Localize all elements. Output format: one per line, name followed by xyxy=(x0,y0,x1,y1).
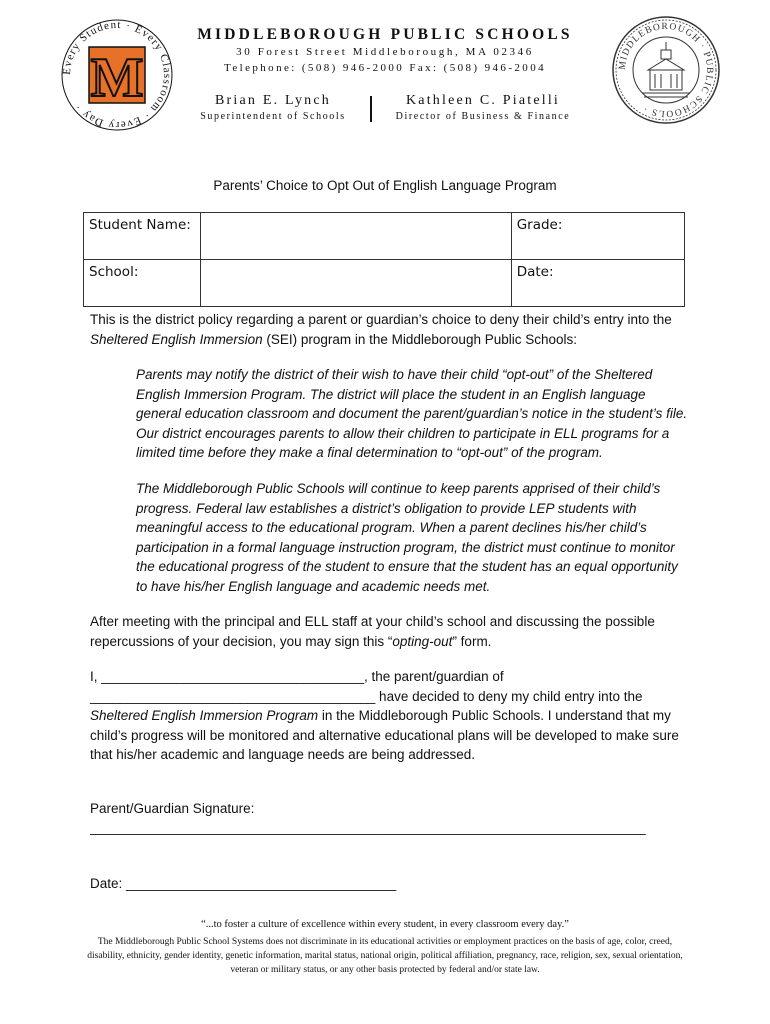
superintendent-name: Brian E. Lynch xyxy=(215,93,331,108)
table-row xyxy=(84,260,685,307)
district-address: 30 Forest Street Middleborough, MA 02346 xyxy=(236,46,534,58)
signature-date-line[interactable]: Date: ____________________________________ xyxy=(90,876,397,891)
intro-sei-term: Sheltered English Immersion xyxy=(90,331,263,347)
footer-motto: “...to foster a culture of excellence within every student, in every classroom every day.” xyxy=(201,919,569,930)
school-label: School: xyxy=(84,260,201,307)
student-name-field[interactable] xyxy=(200,213,511,260)
statement-line-1[interactable]: I, ___________________________________, the parent/guardian of xyxy=(90,669,504,684)
policy-quote-2: The Middleborough Public Schools will continue to keep parents apprised of their child’s progress. Federal law establishes a district’s obligation to provide LEP students with meaningful access to the educational program. When a parent declines his/her child’s participation in a formal language instruction program, the district must continue to monitor the educational progress of the student to ensure that the student has an equal opportunity to have his/her English language and academic needs met. xyxy=(136,481,678,594)
date-field[interactable] xyxy=(511,260,684,307)
statement-sei-term: Sheltered English Immersion Program xyxy=(90,708,319,723)
statement-line-2[interactable]: ______________________________________ have decided to deny my child entry into the xyxy=(90,688,643,704)
grade-label: Grade: xyxy=(516,217,563,233)
logo-ring-text: Every Student · Every Classroom · Every Day · xyxy=(60,18,174,132)
school-field[interactable] xyxy=(200,260,511,307)
district-telephone: Telephone: (508) 946-2000 Fax: (508) 946-2004 xyxy=(224,62,546,74)
footer-nondiscrimination: The Middleborough Public School Systems does not discriminate in its educational activities or employment practices on the basis of age, color, creed, disability, ethnicity, gender identity, genetic information, marital status, national origin, political affiliation, pregnancy, race, religion, sex, sexual orientation, veteran or military status, or any other basis protected by federal and/or state law. xyxy=(87,937,683,975)
parent-statement xyxy=(90,667,690,765)
town-seal xyxy=(610,14,722,126)
table-row xyxy=(84,213,685,260)
superintendent-title: Superintendent of Schools xyxy=(200,111,346,122)
statement-text: in the Middleborough Public Schools. I understand that my child’s progress will be monitored and alternative educational plans will be developed to make sure that his/her academic and language needs are being addressed. xyxy=(90,708,679,762)
seal-ring-text: MIDDLEBOROUGH · PUBLIC SCHOOLS · xyxy=(617,21,715,119)
director-title: Director of Business & Finance xyxy=(395,111,571,122)
intro-text: This is the district policy regarding a parent or guardian’s choice to deny their child’s entry into the xyxy=(90,312,672,327)
logo-letter: M xyxy=(90,47,144,109)
district-logo xyxy=(58,16,176,134)
signature-label: Parent/Guardian Signature: xyxy=(90,801,255,816)
form-title: Parents’ Choice to Opt Out of English Language Program xyxy=(213,178,557,193)
meeting-text-end: ” form. xyxy=(452,633,492,649)
date-label: Date: xyxy=(516,264,554,280)
meeting-paragraph xyxy=(90,612,690,651)
opting-out-term: opting-out xyxy=(392,633,453,649)
intro-text-end: (SEI) program in the Middleborough Public Schools: xyxy=(262,331,578,347)
grade-field[interactable] xyxy=(511,213,684,260)
policy-quote-1: Parents may notify the district of their wish to have their child “opt-out” of the Sheltered English Immersion Program. The district will place the student in an English language general education classroom and document the parent/guardian’s notice in the student’s file. Our district encourages parents to allow their children to participate in ELL programs for a limited time before they make a final determination to “opt-out” of the program. xyxy=(136,367,688,460)
header-divider xyxy=(370,96,372,122)
student-info-table xyxy=(83,212,685,307)
meeting-text: After meeting with the principal and ELL staff at your child’s school and discussing the possible repercussions of your decision, you may sign this “ xyxy=(90,614,655,649)
student-name-label: Student Name: xyxy=(84,213,201,260)
policy-intro xyxy=(90,310,690,349)
director-name: Kathleen C. Piatelli xyxy=(405,93,561,108)
signature-line[interactable]: __________________________________________________________________________ xyxy=(90,820,646,835)
district-name: MIDDLEBOROUGH PUBLIC SCHOOLS xyxy=(197,26,573,43)
